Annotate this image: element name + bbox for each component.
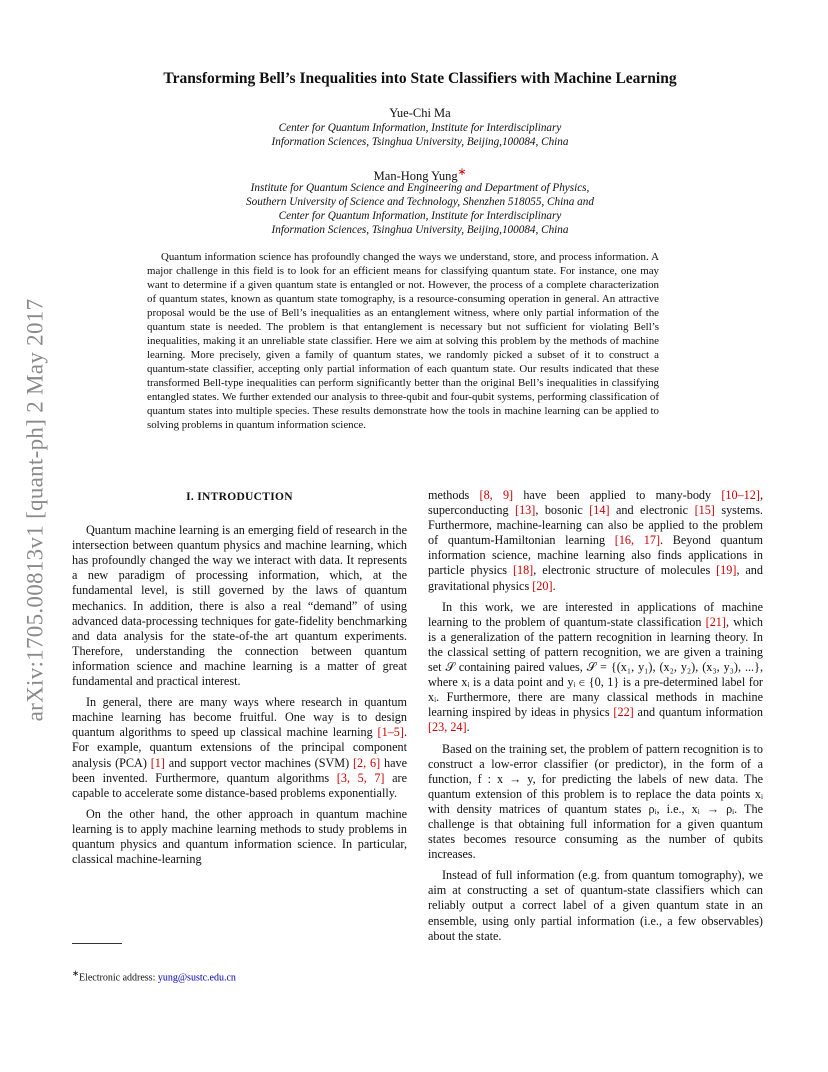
citation[interactable]: [10–12] (721, 488, 760, 502)
intro-paragraph-7: Instead of full information (e.g. from quantum tomography), we aim at constructing a set of quantum-state classifiers which can reliably output a correct label of a given quantum state in an ensemble, using only partial information (i.e., a few observables) about the state. (428, 868, 763, 943)
footnote-mark: ∗ (72, 969, 79, 978)
footnote (72, 968, 236, 983)
footnote-rule (72, 943, 122, 944)
citation[interactable]: [18] (512, 563, 534, 578)
citation[interactable]: [13] (515, 503, 536, 518)
left-column (72, 486, 407, 873)
intro-paragraph-6: Based on the training set, the problem of pattern recognition is to construct a low-error classifier (or predictor), in the form of a function, f : x → y, for predicting the labels of new data. The quantum extension of this problem is to replace the data points xᵢ with density matrices of quantum states ρᵢ, i.e., xᵢ → ρᵢ. The challenge is that obtaining full information for a given quantum states becomes resource consuming as the number of qubits increases. (428, 741, 763, 862)
paper-title: Transforming Bell’s Inequalities into State Classifiers with Machine Learning (163, 70, 677, 87)
author-2-affiliation: Institute for Quantum Science and Engineering and Department of Physics, Southern University of Science and Technology, Shenzhen 518055, China and Center for Quantum Information, Institute for Interdisciplinary Information Sciences, Tsinghua University, Beijing,100084, China (246, 182, 594, 236)
intro-paragraph-3: On the other hand, the other approach in quantum machine learning is to apply machine learning methods to study problems in quantum physics and quantum information science. In particular, classical machine-learning (72, 806, 407, 867)
citation[interactable]: [1–5] (377, 725, 404, 740)
author-1: Yue-Chi Ma (389, 106, 451, 120)
email-link[interactable]: yung@sustc.edu.cn (157, 972, 236, 984)
citation[interactable]: [21] (705, 614, 726, 629)
intro-paragraph-1: Quantum machine learning is an emerging field of research in the intersection between quantum physics and machine learning, which has profoundly changed the way we interact with data. It represents a new paradigm of processing information, which, at the fundamental level, is still governed by the laws of quantum mechanics. In addition, there is also a real “demand” of using advanced data-processing techniques for gate-fidelity benchmarking and data analysis for the state-of-the art quantum experiments. Therefore, understanding the connection between quantum information science and machine learning is a matter of great fundamental and practical interest. (72, 523, 407, 689)
citation[interactable]: [23, 24] (428, 720, 467, 735)
intro-paragraph-4: methods [8, 9] have been applied to many-body [10–12], superconducting [13], bosonic [14] and electronic [15] systems. Furthermore, machine-learning can also be applied to the problem of quantum-Hamiltonian learning [16, 17]. Beyond quantum information science, machine learning also finds applications in particle physics [18], electronic structure of molecules [19], and gravitational physics [20]. (428, 488, 763, 593)
citation[interactable]: [2, 6] (353, 755, 381, 770)
abstract: Quantum information science has profoundly changed the ways we understand, store, and process information. A major challenge in this field is to look for an efficient means for classifying quantum state. For instance, one may want to determine if a given quantum state is entangled or not. However, the process of a complete characterization of quantum states, known as quantum state tomography, is a resource-consuming operation in general. An attractive proposal would be the use of Bell’s inequalities as an entanglement witness, where only partial information of the quantum state is needed. The problem is that entanglement is necessary but not sufficient for violating Bell’s inequalities, making it an unreliable state classifier. Here we aim at solving this problem by the methods of machine learning. More precisely, given a family of quantum states, we randomly picked a subset of it to construct a quantum-state classifier, accepting only partial information of each quantum state. Our results indicated that these transformed Bell-type inequalities can perform significantly better than the original Bell’s inequalities in classifying entangled states. We further extended our analysis to three-qubit and four-qubit systems, performing classification of quantum states into multiple species. These results demonstrate how the tools in machine learning can be applied to solving problems in quantum information science. (147, 251, 659, 431)
right-column (428, 488, 763, 950)
intro-paragraph-5: In this work, we are interested in applications of machine learning to the problem of quantum-state classification [21], which is a generalization of the pattern recognition in learning theory. In the classical setting of pattern recognition, we are given a training set 𝒮 containing paired values, 𝒮 = {(x₁, y₁), (x₂, y₂), (x₃, y₃), ...}, where xᵢ is a data point and yᵢ ∈ {0, 1} is a pre-determined label for xᵢ. Furthermore, there are many classical methods in machine learning inspired by ideas in physics [22] and quantum information [23, 24]. (428, 599, 763, 735)
citation[interactable]: [14] (589, 503, 610, 518)
arxiv-watermark (18, 270, 52, 750)
intro-paragraph-2: In general, there are many ways where research in quantum machine learning has become fruitful. One way is to design quantum algorithms to speed up classical machine learning [1–5]. For example, quantum extensions of the principal component analysis (PCA) [1] and support vector machines (SVM) [2, 6] have been invented. Furthermore, quantum algorithms [3, 5, 7] are capable to accelerate some distance-based problems exponentially. (72, 695, 407, 800)
citation[interactable]: [1] (150, 755, 165, 770)
citation[interactable]: [20] (532, 578, 553, 593)
citation[interactable]: [15] (694, 503, 715, 518)
section-heading: I. INTRODUCTION (186, 491, 293, 503)
citation[interactable]: [16, 17] (614, 533, 661, 548)
citation[interactable]: [3, 5, 7] (336, 770, 385, 785)
citation[interactable]: [22] (613, 705, 634, 720)
citation[interactable]: [8, 9] (479, 488, 514, 502)
citation[interactable]: [19] (716, 563, 737, 578)
arxiv-id: arXiv:1705.00813v1 [quant-ph] 2 May 2017 (22, 298, 47, 722)
author-2: Man-Hong Yung∗ (373, 167, 467, 184)
author-footnote-mark[interactable]: ∗ (457, 167, 467, 178)
footnote-label: Electronic address: (78, 972, 158, 984)
author-1-affiliation: Center for Quantum Information, Institute for Interdisciplinary Information Sciences, Tsinghua University, Beijing,100084, China (271, 122, 569, 148)
